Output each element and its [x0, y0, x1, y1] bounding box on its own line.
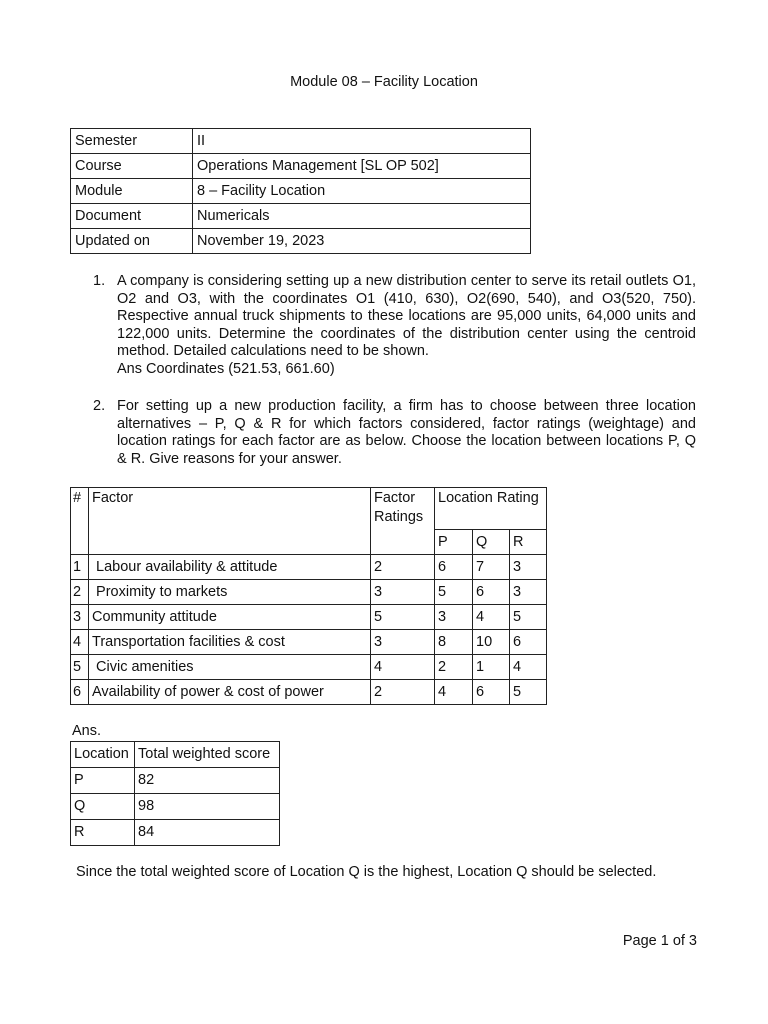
- rating-p: 4: [435, 680, 473, 705]
- factor-rating: 2: [371, 680, 435, 705]
- info-label: Document: [71, 204, 193, 229]
- score-cell: 98: [135, 794, 280, 820]
- header-factor-ratings: Factor Ratings: [371, 488, 435, 555]
- rating-q: 6: [473, 580, 510, 605]
- table-row: [71, 794, 280, 820]
- info-value: November 19, 2023: [193, 229, 531, 254]
- answer-label: Ans.: [72, 723, 102, 739]
- info-label: Semester: [71, 129, 193, 154]
- factor-name: Availability of power & cost of power: [89, 680, 371, 705]
- table-row: [71, 204, 531, 229]
- factor-rating: 3: [371, 580, 435, 605]
- table-row: [71, 655, 547, 680]
- row-number: 4: [71, 630, 89, 655]
- info-label: Course: [71, 154, 193, 179]
- header-location-rating: Location Rating: [435, 488, 547, 530]
- row-number: 1: [71, 555, 89, 580]
- row-number: 6: [71, 680, 89, 705]
- factor-rating: 2: [371, 555, 435, 580]
- info-label: Updated on: [71, 229, 193, 254]
- rating-r: 5: [510, 605, 547, 630]
- row-number: 5: [71, 655, 89, 680]
- answer-table: [70, 741, 280, 846]
- question-2-text: For setting up a new production facility, a firm has to choose between three location alternatives – P, Q & R for which factors considered, factor ratings (weightage) and location ratings for each factor are as below. Choose the location between locations P, Q & R. Give reasons for your answer.: [117, 398, 696, 467]
- row-number: 3: [71, 605, 89, 630]
- score-cell: 84: [135, 820, 280, 846]
- header-q: Q: [473, 530, 510, 555]
- rating-r: 6: [510, 630, 547, 655]
- info-value: II: [193, 129, 531, 154]
- table-row: [71, 630, 547, 655]
- factor-name: Transportation facilities & cost: [89, 630, 371, 655]
- rating-r: 5: [510, 680, 547, 705]
- info-value: Operations Management [SL OP 502]: [193, 154, 531, 179]
- table-row: [71, 154, 531, 179]
- row-number: 2: [71, 580, 89, 605]
- table-row: [71, 555, 547, 580]
- factor-rating: 5: [371, 605, 435, 630]
- table-row: [71, 768, 280, 794]
- rating-r: 4: [510, 655, 547, 680]
- table-row: [71, 605, 547, 630]
- conclusion-text: Since the total weighted score of Location Q is the highest, Location Q should be selected.: [76, 864, 657, 880]
- table-row: [71, 820, 280, 846]
- question-number: 2.: [93, 398, 106, 414]
- rating-q: 1: [473, 655, 510, 680]
- info-value: Numericals: [193, 204, 531, 229]
- rating-p: 5: [435, 580, 473, 605]
- header-p: P: [435, 530, 473, 555]
- table-row: [71, 179, 531, 204]
- rating-q: 10: [473, 630, 510, 655]
- rating-p: 6: [435, 555, 473, 580]
- info-table: [70, 128, 531, 254]
- rating-p: 3: [435, 605, 473, 630]
- rating-p: 8: [435, 630, 473, 655]
- table-row: [71, 129, 531, 154]
- factor-table: [70, 487, 547, 705]
- page-number: Page 1 of 3: [622, 933, 697, 949]
- factor-name: Proximity to markets: [89, 580, 371, 605]
- factor-name: Labour availability & attitude: [89, 555, 371, 580]
- factor-name: Civic amenities: [89, 655, 371, 680]
- header-factor: Factor: [89, 488, 371, 555]
- rating-p: 2: [435, 655, 473, 680]
- header-score: Total weighted score: [135, 742, 280, 768]
- factor-rating: 3: [371, 630, 435, 655]
- table-row: [71, 680, 547, 705]
- table-row: [71, 580, 547, 605]
- header-num: #: [71, 488, 89, 555]
- location-cell: Q: [71, 794, 135, 820]
- rating-q: 7: [473, 555, 510, 580]
- header-r: R: [510, 530, 547, 555]
- info-label: Module: [71, 179, 193, 204]
- rating-r: 3: [510, 555, 547, 580]
- location-cell: P: [71, 768, 135, 794]
- question-1-answer: Ans Coordinates (521.53, 661.60): [117, 361, 335, 377]
- table-row: [71, 229, 531, 254]
- factor-name: Community attitude: [89, 605, 371, 630]
- question-number: 1.: [93, 273, 106, 289]
- page-title: Module 08 – Facility Location: [290, 74, 478, 90]
- score-cell: 82: [135, 768, 280, 794]
- rating-q: 6: [473, 680, 510, 705]
- rating-r: 3: [510, 580, 547, 605]
- factor-rating: 4: [371, 655, 435, 680]
- rating-q: 4: [473, 605, 510, 630]
- header-location: Location: [71, 742, 135, 768]
- question-1-text: A company is considering setting up a new distribution center to serve its retail outlets O1, O2 and O3, with the coordinates O1 (410, 630), O2(690, 540), and O3(520, 750). Respective annual truck shipments to these locations are 95,000 units, 64,000 units and 122,000 units. Determine the coordinates of the distribution center using the centroid method. Detailed calculations need to be shown.: [117, 273, 696, 360]
- info-value: 8 – Facility Location: [193, 179, 531, 204]
- location-cell: R: [71, 820, 135, 846]
